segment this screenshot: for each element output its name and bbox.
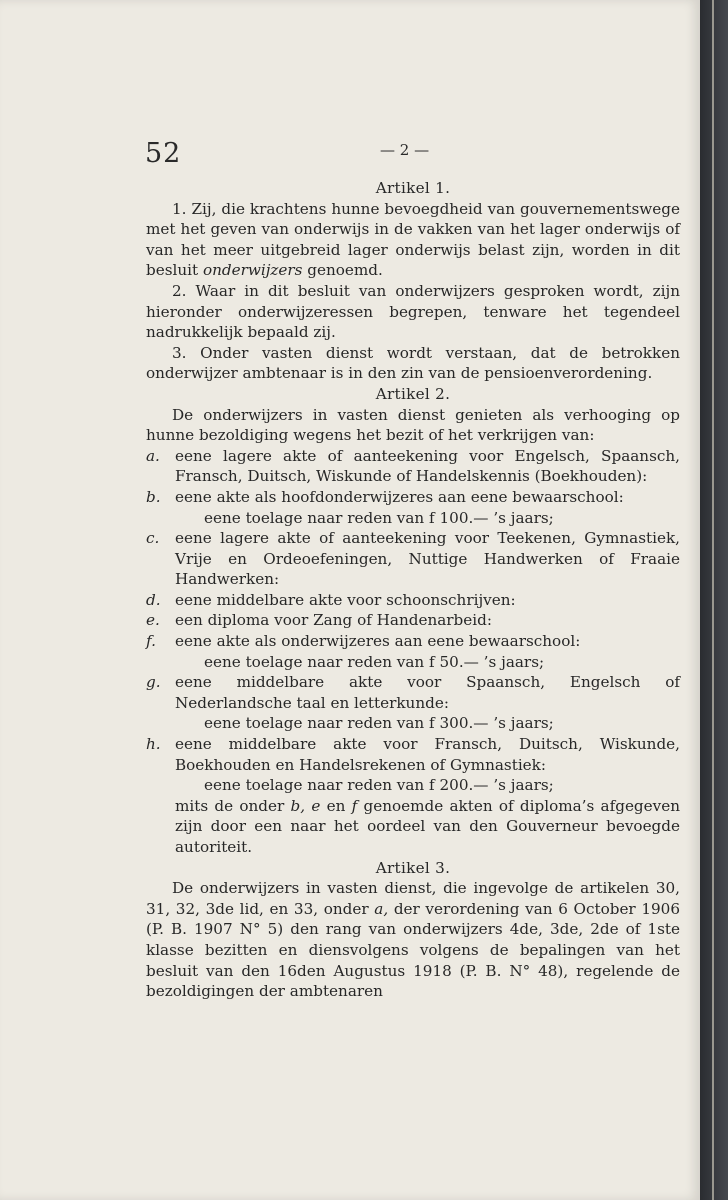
artikel-2-intro: De onderwijzers in vasten dienst genieten als verhooging op hunne bezoldiging wegens het bezit of het verkrijgen van: (146, 405, 680, 445)
artikel-3-heading: Artikel 3. (375, 858, 451, 877)
list-marker: g. (146, 673, 161, 692)
list-item-e: e. een diploma voor Zang of Handenarbeid: (146, 611, 492, 630)
list-item-g: g. eene middelbare akte voor Spaansch, Engelsch of Nederlandsche taal en letterkunde: (146, 673, 680, 712)
binding-divider (712, 0, 714, 1200)
allowance-b: eene toelage naar reden van f 100.— ’s jaars; (204, 508, 554, 527)
artikel-1-paragraph-2: 2. Waar in dit besluit van onderwijzers gesproken wordt, zijn hieronder onderwijzeressen begrepen, tenware het tegendeel nadrukkelijk bepaald zij. (146, 281, 680, 342)
allowance-g: eene toelage naar reden van f 300.— ’s jaars; (204, 714, 554, 733)
list-item-h: h. eene middelbare akte voor Fransch, Duitsch, Wiskunde, Boekhouden en Handelsrekenen of Gymnastiek: (146, 735, 680, 774)
list-marker: b. (146, 487, 161, 506)
list-item-a: a. eene lagere akte of aanteekening voor Engelsch, Spaansch, Fransch, Duitsch, Wiskunde of Handelskennis (Boekhouden): (146, 446, 680, 486)
artikel-1-paragraph-3: 3. Onder vasten dienst wordt verstaan, dat de betrokken onderwijzer ambtenaar is in den zin van de pensioenverordening. (146, 343, 680, 383)
list-item-b: b. eene akte als hoofdonderwijzeres aan eene bewaarschool: (146, 487, 624, 506)
list-marker: h. (146, 735, 161, 754)
list-item-f: f. eene akte als onderwijzeres aan eene bewaarschool: (146, 632, 581, 651)
list-marker: c. (146, 529, 160, 548)
artikel-1-heading: Artikel 1. (375, 179, 451, 197)
list-marker: f. (146, 632, 156, 651)
artikel-2-heading: Artikel 2. (375, 384, 451, 403)
list-marker: d. (146, 590, 161, 609)
list-item-d: d. eene middelbare akte voor schoonschrijven: (146, 590, 516, 609)
artikel-2-closing: mits de onder b, e en f genoemde akten of diploma’s afgegeven zijn door een naar het oordeel van den Gouverneur bevoegde autoriteit. (175, 796, 680, 856)
artikel-1-paragraph-1: 1. Zij, die krachtens hunne bevoegdheid van gouvernementswege met het geven van onderwijs in de vakken van het lager onderwijs of van het meer uitgebreid lager onderwijs belast zijn, worden in dit besluit onderwijzers genoemd. (146, 199, 680, 280)
artikel-3-paragraph: De onderwijzers in vasten dienst, die ingevolge de artikelen 30, 31, 32, 3de lid, en 33, onder a, der verordening van 6 October 1906 (P. B. 1907 N° 5) den rang van onderwijzers 4de, 3de, 2de of 1ste klasse bezitten en diensvolgens volgens de bepalingen van het besluit van den 16den Augustus 1918 (P. B. N° 48), regelende de bezoldigingen der ambtenaren (146, 879, 680, 1001)
list-marker: a. (146, 446, 160, 465)
allowance-h: eene toelage naar reden van f 200.— ’s jaars; (204, 776, 554, 795)
running-head: — 2 — (380, 141, 430, 159)
page-number: 52 (145, 138, 182, 169)
body-text (146, 178, 680, 1002)
allowance-f: eene toelage naar reden van f 50.— ’s jaars; (204, 652, 545, 671)
list-marker: e. (146, 611, 160, 630)
binding-edge (700, 0, 728, 1200)
list-item-c: c. eene lagere akte of aanteekening voor Teekenen, Gymnastiek, Vrije en Ordeoefeningen, Nuttige Handwerken of Fraaie Handwerken: (146, 529, 680, 589)
